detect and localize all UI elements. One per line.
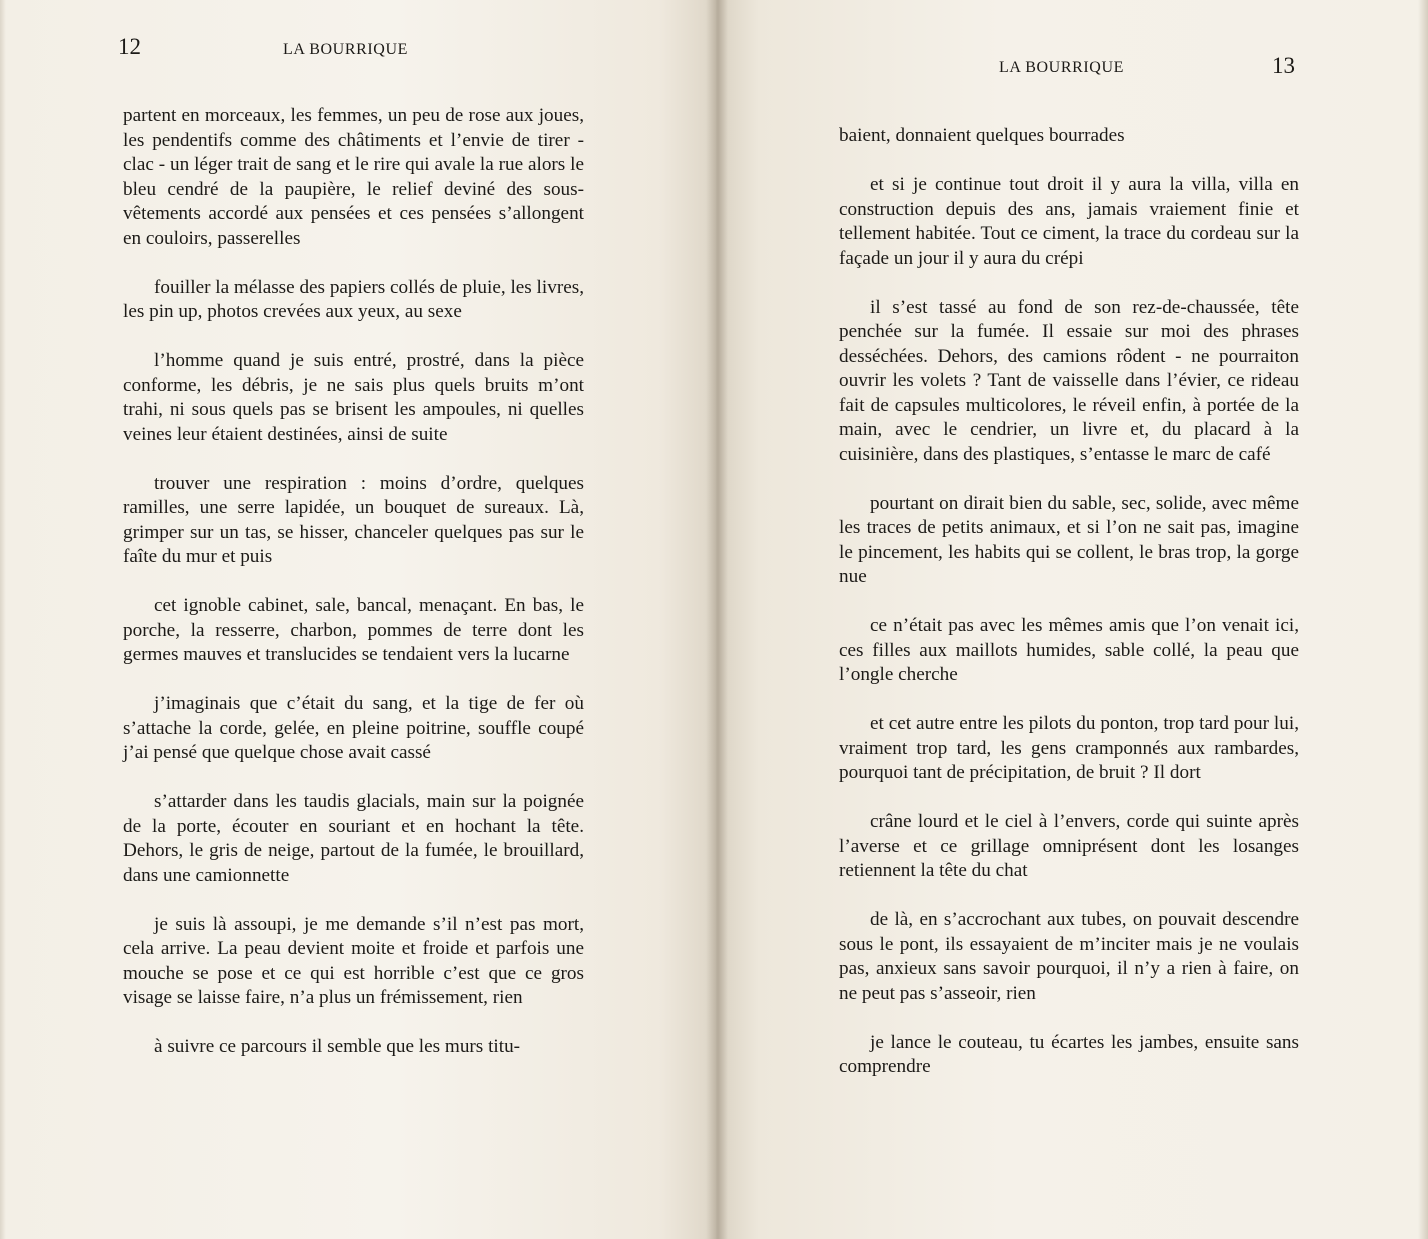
page-edge-shadow — [0, 0, 6, 1239]
right-page — [716, 0, 1428, 1239]
paragraph: je lance le couteau, tu écartes les jambes, ensuite sans comprendre — [839, 1031, 1299, 1077]
paragraph: ce n’était pas avec les mêmes amis que l’on venait ici, ces filles aux maillots humides, sable collé, la peau que l’ongle cherche — [839, 615, 1299, 685]
body-text — [839, 124, 1299, 1104]
page-edge-shadow — [1418, 0, 1428, 1239]
paragraph: il s’est tassé au fond de son rez-de-chaussée, tête penchée sur la fumée. Il essaie sur moi des phrases desséchées. Dehors, des camions rôdent - ne pourraiton ouvrir les volets ? Tant de vaisselle dans l’évier, ce rideau fait de capsules multicolores, le réveil enfin, à portée de la main, avec le cendrier, un livre et, du placard à la cuisinière, dans des plastiques, s’entasse le marc de café — [839, 296, 1299, 465]
paragraph: et cet autre entre les pilots du ponton, trop tard pour lui, vraiment trop tard, les gens cramponnés aux rambardes, pourquoi tant de précipitation, de bruit ? Il dort — [839, 713, 1299, 783]
paragraph: partent en morceaux, les femmes, un peu de rose aux joues, les pendentifs comme des châtiments et l’envie de tirer - clac - un léger trait de sang et le rire qui avale la rue alors le bleu cendré de la paupière, le relief deviné des sous-vêtements accordé aux pensées et ces pensées s’allongent en couloirs, passerelles — [123, 105, 584, 249]
running-head: LA BOURRIQUE — [283, 41, 408, 58]
paragraph: s’attarder dans les taudis glacials, main sur la poignée de la porte, écouter en souriant et en hochant la tête. Dehors, le gris de neige, partout de la fumée, le brouillard, dans une camionnette — [123, 791, 584, 886]
paragraph: fouiller la mélasse des papiers collés de pluie, les livres, les pin up, photos crevées aux yeux, au sexe — [123, 276, 584, 322]
body-text — [123, 104, 584, 1084]
page-number: 13 — [1272, 53, 1295, 78]
paragraph: cet ignoble cabinet, sale, bancal, menaçant. En bas, le porche, la resserre, charbon, pommes de terre dont les germes mauves et translucides se tendaient vers la lucarne — [123, 595, 584, 665]
paragraph: l’homme quand je suis entré, prostré, dans la pièce conforme, les débris, je ne sais plus quels bruits m’ont trahi, ni sous quels pas se brisent les ampoules, ni quelles veines leur étaient destinées, ainsi de suite — [123, 350, 584, 445]
page-number: 12 — [118, 34, 141, 59]
paragraph: de là, en s’accrochant aux tubes, on pouvait descendre sous le pont, ils essayaient de m’inciter mais je ne voulais pas, anxieux sans savoir pourquoi, il n’y a rien à faire, on ne peut pas s’asseoir, rien — [839, 909, 1299, 1004]
paragraph: je suis là assoupi, je me demande s’il n’est pas mort, cela arrive. La peau devient moite et froide et parfois une mouche se pose et ce qui est horrible c’est que ce gros visage se laisse faire, n’a plus un frémissement, rien — [123, 913, 584, 1008]
book-gutter — [706, 0, 728, 1239]
paragraph: baient, donnaient quelques bourrades — [839, 125, 1125, 146]
paragraph: à suivre ce parcours il semble que les murs titu- — [154, 1036, 521, 1057]
paragraph: crâne lourd et le ciel à l’envers, corde qui suinte après l’averse et ce grillage omniprésent dont les losanges retiennent la tête du chat — [839, 811, 1299, 881]
paragraph: trouver une respiration : moins d’ordre, quelques ramilles, une serre lapidée, un bouquet de sureaux. Là, grimper sur un tas, se hisser, chanceler quelques pas sur le faîte du mur et puis — [123, 472, 584, 567]
paragraph: j’imaginais que c’était du sang, et la tige de fer où s’attache la corde, gelée, en pleine poitrine, souffle coupé j’ai pensé que quelque chose avait cassé — [123, 693, 584, 763]
paragraph: pourtant on dirait bien du sable, sec, solide, avec même les traces de petits animaux, et si l’on ne sait pas, imagine le pincement, les habits qui se collent, le bras trop, la gorge nue — [839, 492, 1299, 587]
paragraph: et si je continue tout droit il y aura la villa, villa en construction depuis des ans, jamais vraiement finie et tellement habitée. Tout ce ciment, la trace du cordeau sur la façade un jour il y aura du crépi — [839, 174, 1299, 269]
running-head: LA BOURRIQUE — [999, 59, 1124, 76]
